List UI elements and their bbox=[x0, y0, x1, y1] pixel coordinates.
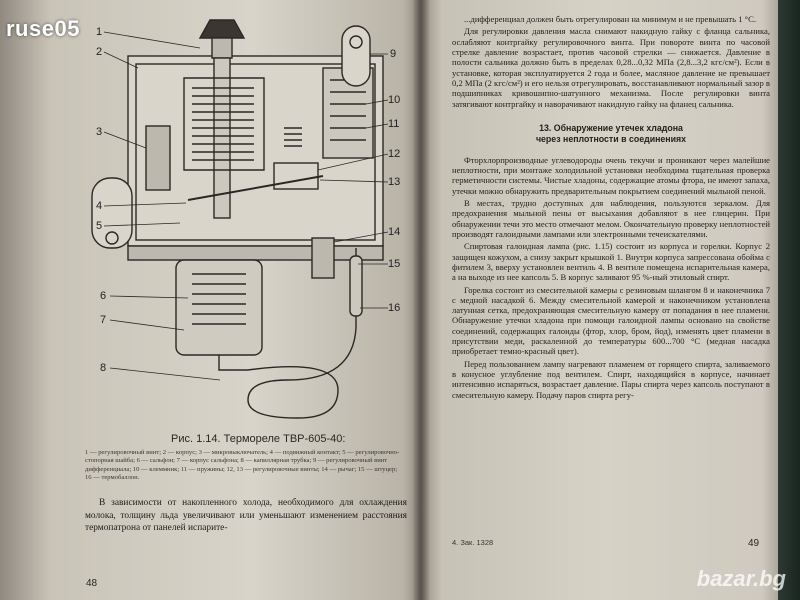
paragraph-top: ...дифференциал должен быть отрегулирован на минимум и не превышать 1 °С. bbox=[464, 14, 756, 24]
figure-label-12: 12 bbox=[388, 148, 401, 160]
book-cover-edge bbox=[778, 0, 800, 600]
page-number-right: 49 bbox=[748, 538, 760, 549]
figure-label-10: 10 bbox=[388, 94, 401, 106]
figure-label-3: 3 bbox=[96, 126, 103, 138]
figure-label-9: 9 bbox=[390, 48, 397, 60]
figure-label-8: 8 bbox=[100, 362, 107, 374]
figure-label-16: 16 bbox=[388, 302, 401, 314]
book-gutter bbox=[412, 0, 430, 600]
figure-caption bbox=[85, 433, 405, 482]
figure-label-7: 7 bbox=[100, 314, 107, 326]
paragraph-lamp: Спиртовая галоидная лампа (рис. 1.15) состоит из корпуса и горелки. Корпус 2 защищен кожухом, а снизу закрыт крышкой 1. Внутри корпуса запрессована обойма с фитилем 3, вверху установлен вентиль 4. В вентиле помещена испарительная камера, а на выходе из нее капсоль 5. В корпус заливают 95 %-ный этиловый спирт. bbox=[452, 241, 770, 283]
figure-label-2: 2 bbox=[96, 46, 103, 58]
site-logo: bazar.bg bbox=[696, 566, 786, 591]
left-paragraph: В зависимости от накопленного холода, необходимого для охлаждения молока, толщину льда увеличивают или уменьшают изменением расстояния термопатрона от панелей испаритe- bbox=[85, 498, 407, 534]
page-number-left: 48 bbox=[86, 578, 98, 589]
paragraph-pressure: Для регулировки давления масла снимают накидную гайку с фланца сальника, ослабляют контргайку регулировочного винта. При повороте винта по часовой стрелке давление возрастает, против часовой стрелки — снижается. Давление в полости сальника должно быть в пределах 0,28...0,32 МПа (2,8...3,2 кгс/см²). Если в установке, которая эксплуатируется 2 года и более, масляное давление не превышает 0,2 МПа (2 кгс/см²) и его нельзя отрегулировать, восстанавливают нормальный зазор в подшипниках кривошипно-шатунного механизма. После регулировки винта затягивают контргайку и наворачивают накидную гайку на фланец сальника. bbox=[452, 26, 770, 109]
section-heading-line1: 13. Обнаружение утечек хладона bbox=[539, 122, 683, 133]
print-order-note: 4. Зак. 1328 bbox=[452, 538, 494, 547]
figure-label-14: 14 bbox=[388, 226, 401, 238]
paragraph-places: В местах, трудно доступных для наблюдения, пользуются зеркалом. Для предохранения мыльной пены от высыхания добавляют в нее глицерин. При обнаружении течи это место отмечают мелом. Окончательную проверку неплотностей производят галоидными лампами или электронными течеискателями. bbox=[452, 198, 770, 239]
left-page-text bbox=[85, 497, 407, 535]
paragraph-before: Перед пользованием лампу нагревают пламенем от горящего спирта, заливаемого в конусное углубление под вентилем. Спирт, находящийся в корпусе, начинает интенсивно испаряться, возрастает давление. Пары спирта через капсоль поступают в смесительную камеру. Подачу паров спирта регу- bbox=[452, 358, 770, 400]
figure-label-11: 11 bbox=[388, 118, 400, 130]
right-page-text bbox=[452, 14, 770, 402]
figure-label-13: 13 bbox=[388, 176, 401, 188]
figure-label-4: 4 bbox=[96, 200, 103, 212]
thermostat-diagram bbox=[88, 8, 408, 433]
paragraph-freon: Фторхлорпроизводные углеводороды очень текучи и проникают через малейшие неплотности, при монтаже холодильной установки необходима тщательная проверка герметичности системы. Чистые хладоны, содержащие атомы фтора, не имеют запаха, утечки можно обнаружить предварительным покрытием соединений мыльной пеной. bbox=[452, 154, 770, 196]
figure-label-6: 6 bbox=[100, 290, 107, 302]
paragraph-burner: Горелка состоит из смесительной камеры с резиновым шлангом 8 и наконечника 7 с медной насадкой 6. Между смесительной камерой и наконечником установлена латунная сетка, предохраняющая смесительную камеру от попадания в нее пламени. Обнаружение утечки хладона при помощи галоидной лампы основано на свойстве соединений, содержащих галоиды (фтор, хлор, бром, йод), изменять цвет пламени в присутствии меди, раскаленной до температуры 600...700 °С (медная насадка приобретает темно-красный цвет). bbox=[452, 284, 770, 357]
figure-label-5: 5 bbox=[96, 220, 103, 232]
figure-legend: 1 — регулировочный винт; 2 — корпус; 3 — микровыключатель; 4 — подвижный контакт; 5 — регулировочно-стопорная шайба; 6 — сальфон; 7 — корпус сальфона; 8 — капиллярная трубка; 9 — регулировочный винт дифференциала; 10 — клеммник; 11 — пружины; 12, 13 — регулировочные винты; 14 — рычаг; 15 — штуцер; 16 — термобаллон. bbox=[85, 449, 400, 481]
section-heading-line2: через неплотности в соединениях bbox=[535, 133, 687, 144]
figure-label-1: 1 bbox=[96, 26, 103, 38]
figure-label-15: 15 bbox=[388, 258, 401, 270]
section-heading bbox=[452, 123, 770, 145]
watermark-text: ruse05 bbox=[6, 16, 80, 41]
figure-title: Рис. 1.14. Терморелe ТВР-605-40: bbox=[171, 433, 346, 445]
